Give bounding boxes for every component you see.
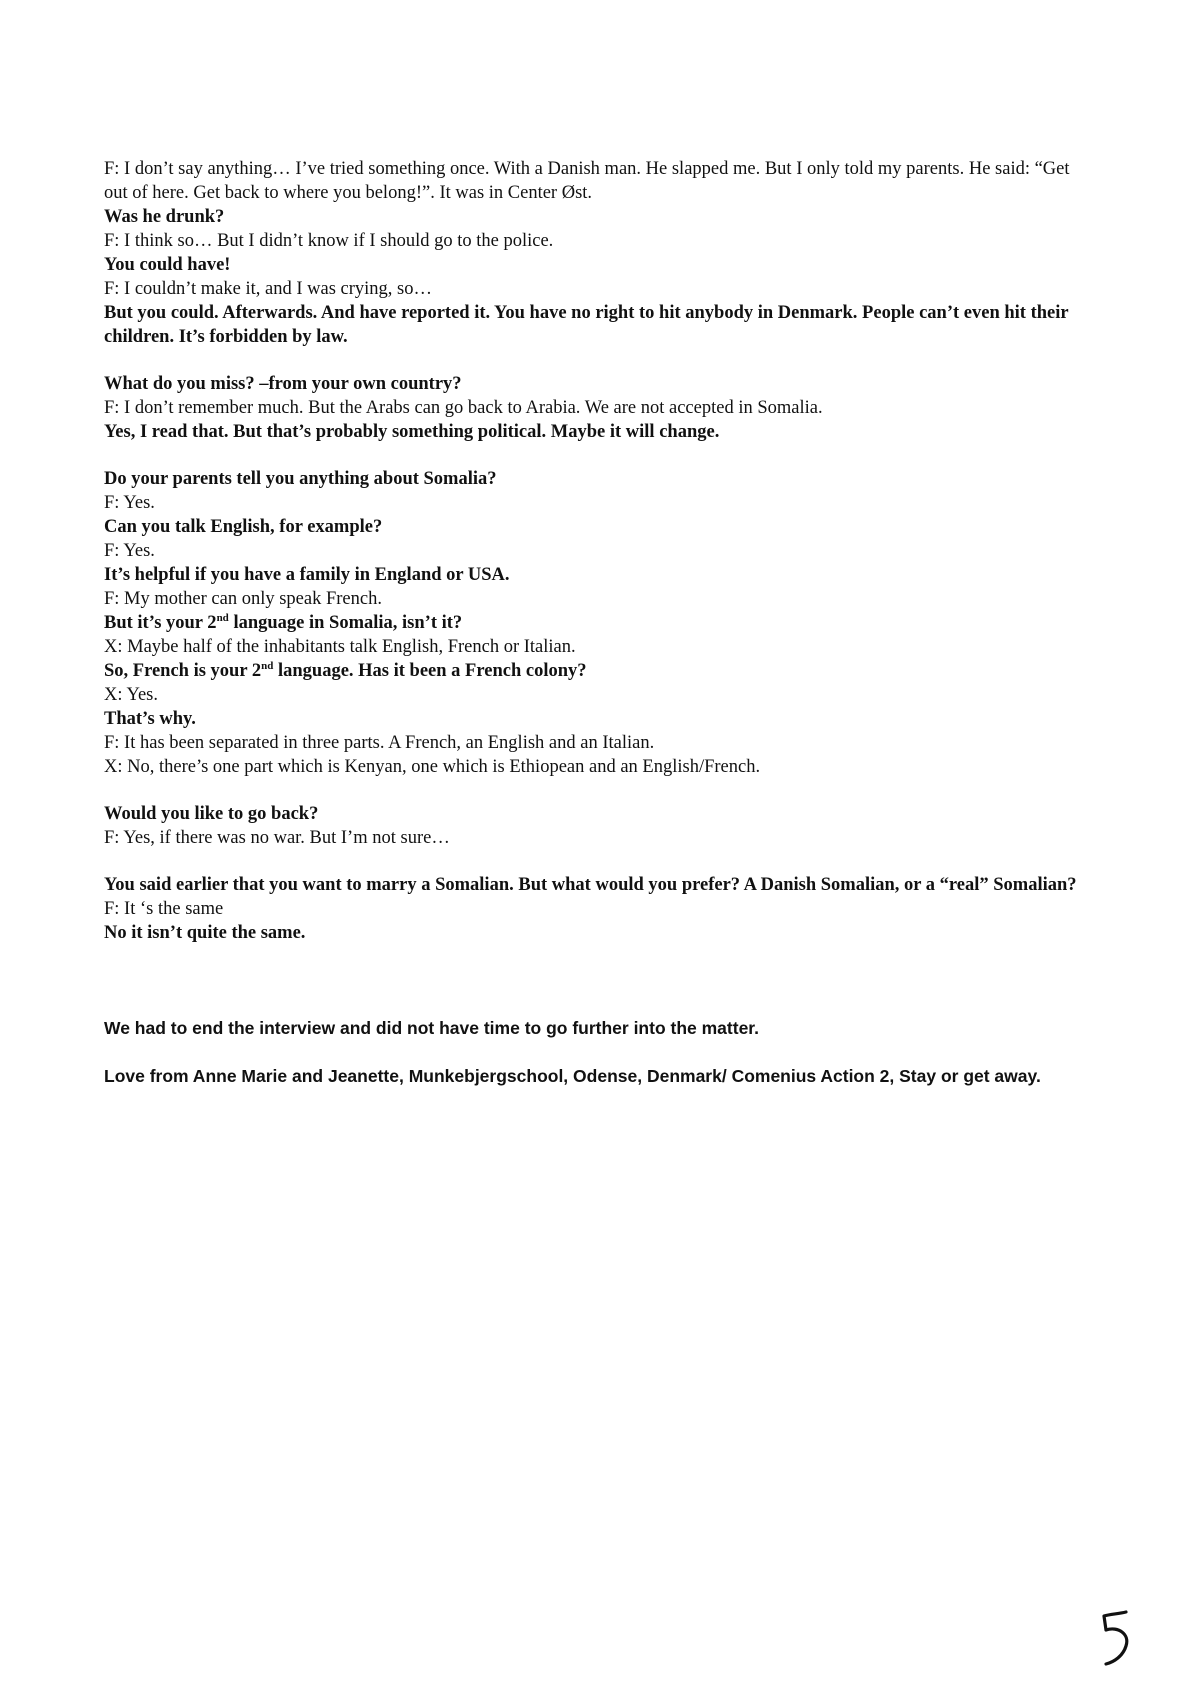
- interviewer-statement: No it isn’t quite the same.: [104, 923, 306, 943]
- transcript-line: F: I think so… But I didn’t know if I should go to the police.: [104, 231, 554, 251]
- interviewer-question: [104, 659, 1089, 683]
- interviewer-question: You said earlier that you want to marry a Somalian. But what would you prefer? A Danish Somalian, or a “real” Somalian?: [104, 875, 1077, 895]
- transcript-line: F: Yes.: [104, 493, 155, 513]
- interviewer-question: Can you talk English, for example?: [104, 517, 383, 537]
- transcript-line: F: I don’t remember much. But the Arabs can go back to Arabia. We are not accepted in Somalia.: [104, 398, 823, 418]
- transcript-line: F: My mother can only speak French.: [104, 589, 382, 609]
- text-segment: But it’s your 2: [104, 613, 217, 633]
- interviewer-statement: Yes, I read that. But that’s probably something political. Maybe it will change.: [104, 422, 720, 442]
- paragraph-gap: [104, 779, 1089, 802]
- transcript-line: X: Yes.: [104, 685, 158, 705]
- superscript: nd: [216, 611, 229, 624]
- transcript-line: X: Maybe half of the inhabitants talk English, French or Italian.: [104, 637, 576, 657]
- section-miss-country: [104, 372, 1089, 444]
- paragraph-gap: [104, 444, 1089, 467]
- paragraph-gap: [104, 1041, 1089, 1063]
- superscript: nd: [261, 659, 274, 672]
- closing-signature: Love from Anne Marie and Jeanette, Munkebjergschool, Odense, Denmark/ Comenius Action 2, Stay or get away.: [104, 1066, 1041, 1086]
- interviewer-question: Would you like to go back?: [104, 804, 319, 824]
- interview-transcript: [104, 157, 1089, 1089]
- section-languages: [104, 467, 1089, 779]
- section-go-back: [104, 802, 1089, 850]
- interviewer-question: What do you miss? –from your own country?: [104, 374, 462, 394]
- interviewer-question: You could have!: [104, 255, 231, 275]
- interviewer-question: [104, 611, 1089, 635]
- transcript-line: F: I don’t say anything… I’ve tried something once. With a Danish man. He slapped me. But I only told my parents. He said: “Get out of here. Get back to where you belong!”. It was in Center Øst.: [104, 159, 1070, 203]
- text-segment: So, French is your 2: [104, 661, 262, 681]
- interviewer-question: Was he drunk?: [104, 207, 225, 227]
- transcript-line: F: I couldn’t make it, and I was crying, so…: [104, 279, 432, 299]
- text-segment: language. Has it been a French colony?: [273, 661, 587, 681]
- section-marriage: [104, 873, 1089, 945]
- section-incident: [104, 157, 1089, 349]
- text-segment: language in Somalia, isn’t it?: [228, 613, 463, 633]
- handwritten-page-number: [1096, 1608, 1140, 1668]
- transcript-line: F: Yes.: [104, 541, 155, 561]
- paragraph-gap: [104, 945, 1089, 1015]
- paragraph-gap: [104, 349, 1089, 372]
- transcript-line: F: Yes, if there was no war. But I’m not sure…: [104, 828, 450, 848]
- closing-note: We had to end the interview and did not have time to go further into the matter.: [104, 1018, 760, 1038]
- interviewer-question: Do your parents tell you anything about Somalia?: [104, 469, 497, 489]
- interviewer-statement: It’s helpful if you have a family in England or USA.: [104, 565, 510, 585]
- paragraph-gap: [104, 850, 1089, 873]
- interviewer-statement: But you could. Afterwards. And have reported it. You have no right to hit anybody in Denmark. People can’t even hit their children. It’s forbidden by law.: [104, 303, 1069, 347]
- transcript-line: F: It has been separated in three parts. A French, an English and an Italian.: [104, 733, 655, 753]
- interviewer-statement: That’s why.: [104, 709, 196, 729]
- transcript-line: X: No, there’s one part which is Kenyan, one which is Ethiopean and an English/French.: [104, 757, 761, 777]
- transcript-line: F: It ‘s the same: [104, 899, 224, 919]
